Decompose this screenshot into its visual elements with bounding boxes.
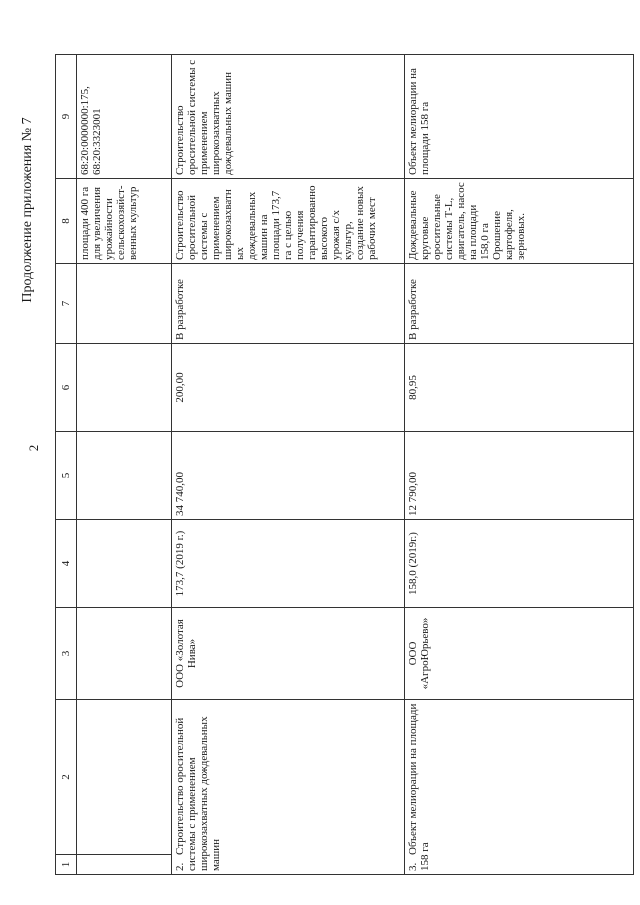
table-row xyxy=(405,55,634,875)
table-row-continued xyxy=(77,55,172,875)
header-cell: 8 xyxy=(56,179,77,264)
status-cell: В разработке xyxy=(172,264,405,344)
description-cell: Строительство оросительной системы с применением широкозахватных дождевальных машин на площади 173,7 га с целью получения гарантированно высокого урожая с/х культур, создание новых рабочих мест xyxy=(172,179,405,264)
header-cell: 2 xyxy=(56,700,77,855)
projects-table xyxy=(55,54,634,875)
area-cell: 158,0 (2019г.) xyxy=(405,520,634,608)
company-cell: ООО «Золотая Нива» xyxy=(172,608,405,700)
project-name-cell xyxy=(172,700,405,875)
project-name-cell xyxy=(405,700,634,875)
status-cell: В разработке xyxy=(405,264,634,344)
value-cell: 80,95 xyxy=(405,344,634,432)
header-cell: 7 xyxy=(56,264,77,344)
project-name: Объект мелиорации на площади 158 га xyxy=(407,703,431,871)
cost-cell: 34 740,00 xyxy=(172,432,405,520)
description-cell: площади 400 га для увеличения урожайности сельскохозяйст-венных культур xyxy=(77,179,172,264)
area-cell: 173,7 (2019 г.) xyxy=(172,520,405,608)
note-cell: Строительство оросительной системы с применением широкозахватных дождевальных машин xyxy=(172,55,405,179)
table-row xyxy=(172,55,405,875)
header-row xyxy=(56,55,77,875)
header-cell: 5 xyxy=(56,432,77,520)
appendix-title-text: Продолжение приложения № 7 xyxy=(20,117,35,303)
header-cell: 4 xyxy=(56,520,77,608)
rotated-table-container xyxy=(55,55,621,875)
note-cell: Объект мелиорации на площади 158 га xyxy=(405,55,634,179)
cadastral-cell: 68:20:0000000:175, 68:20:3323001 xyxy=(77,55,172,179)
header-cell: 9 xyxy=(56,55,77,179)
description-cell: Дождевальные круговые оросительные системы Т-L, двигатель, насос на площади 158,0 га Орошение картофеля, зерновых. xyxy=(405,179,634,264)
value-cell: 200,00 xyxy=(172,344,405,432)
row-number: 3. xyxy=(407,862,419,871)
page-number: 2 xyxy=(26,444,41,452)
header-cell: 1 xyxy=(56,855,77,875)
header-cell: 3 xyxy=(56,608,77,700)
header-cell: 6 xyxy=(56,344,77,432)
project-name: Строительство оросительной системы с применением широкозахватных дождевальных машин xyxy=(174,716,222,871)
company-cell: ООО «АгроЮрьево» xyxy=(405,608,634,700)
row-number: 2. xyxy=(174,862,186,871)
cost-cell: 12 790,00 xyxy=(405,432,634,520)
